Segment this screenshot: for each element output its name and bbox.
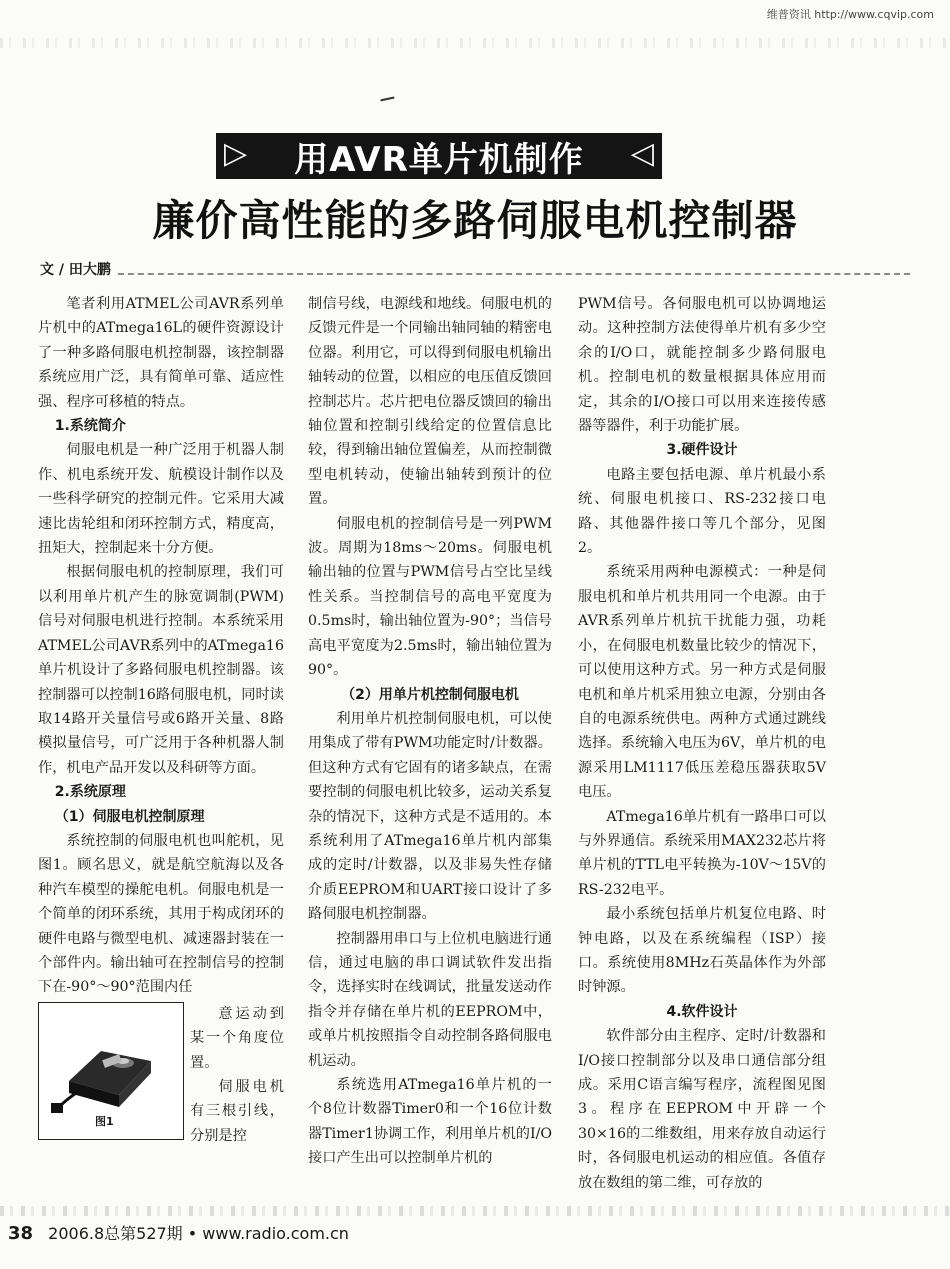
- paragraph: 制信号线，电源线和地线。伺服电机的反馈元件是一个同输出轴同轴的精密电位器。利用它，可以得到伺服电机输出轴转动的位置，以相应的电压值反馈回控制芯片。芯片把电位器反馈回的输出轴位置和控制引线给定的位置信息比较，得到输出轴位置偏差，从而控制微型电机转动，使输出轴转到预计的位置。: [308, 296, 552, 508]
- headline: 廉价高性能的多路伺服电机控制器: [152, 196, 798, 245]
- servo-motor-icon: [39, 1003, 183, 1123]
- paragraph: 意运动到某一个角度位置。: [190, 1005, 284, 1071]
- paragraph: 伺服电机的控制信号是一列PWM波。周期为18ms～20ms。伺服电机输出轴的位置与PWM信号占空比呈线性关系。当控制信号的高电平宽度为0.5ms时，输出轴位置为-90°；当信号高电平宽度为2.5ms时，输出轴位置为90°。: [308, 515, 552, 679]
- figure-1: [38, 1002, 184, 1140]
- dashed-divider: [118, 273, 910, 275]
- paragraph: 系统控制的伺服电机也叫舵机，见图1。顾名思义，就是航空航海以及各种汽车模型的操舵电机。伺服电机是一个简单的闭环系统，其用于构成闭环的硬件电路与微型电机、减速器封装在一个部件内。输出轴可在控制信号的控制下在-90°～90°范围内任: [38, 832, 284, 996]
- author-byline: 文 / 田大鹏: [40, 262, 111, 278]
- paragraph: 最小系统包括单片机复位电路、时钟电路，以及在系统编程（ISP）接口。系统使用8MHz石英晶体作为外部时钟源。: [578, 906, 826, 996]
- paragraph: 伺服电机有三根引线，分别是控: [190, 1079, 284, 1144]
- paragraph: 笔者利用ATMEL公司AVR系列单片机中的ATmega16L的硬件资源设计了一种多路伺服电机控制器，该控制器系统应用广泛，具有简单可靠、适应性强、程序可移植的特点。: [38, 296, 284, 410]
- paragraph: PWM信号。各伺服电机可以协调地运动。这种控制方法使得单片机有多少空余的I/O口，就能控制多少路伺服电机。控制电机的数量根据具体应用而定，其余的I/O接口可以用来连接传感器等器件，利于功能扩展。: [578, 296, 826, 435]
- scan-mark: [380, 93, 395, 102]
- paragraph: 系统采用两种电源模式：一种是伺服电机和单片机共用同一个电源。由于AVR系列单片机抗干扰能力强，功耗小，在伺服电机数量比较少的情况下，可以使用这种方式。另一种方式是伺服电机和单片机采用独立电源，分别由各自的电源系统供电。两种方式通过跳线选择。系统输入电压为6V，单片机的电源采用LM1117低压差稳压器获取5V电压。: [578, 564, 826, 801]
- paragraph: 电路主要包括电源、单片机最小系统、伺服电机接口、RS-232接口电路、其他器件接口等几个部分，见图2。: [578, 466, 826, 557]
- section-heading: 3.硬件设计: [666, 442, 738, 459]
- figure-wrap-text: [184, 1002, 284, 1148]
- paragraph: 控制器用串口与上位机电脑进行通信，通过电脑的串口调试软件发出指令，选择实时在线调试，批量发送动作指令并存储在单片机的EEPROM中，或单片机按照指令自动控制各路伺服电机运动。: [308, 930, 552, 1069]
- kicker-title: 用AVR单片机制作: [294, 139, 584, 180]
- watermark-url: 维普资讯 http://www.cqvip.com: [766, 8, 934, 21]
- column-2: [308, 292, 552, 1171]
- paragraph: 利用单片机控制伺服电机，可以使用集成了带有PWM功能定时/计数器。但这种方式有它固有的诸多缺点，在需要控制的伺服电机比较多，运动关系复杂的情况下，这种方式是不适用的。本系统利用了ATmega16单片机内部集成的定时/计数器，以及非易失性存储介质EEPROM和UART接口设计了多路伺服电机控制器。: [308, 710, 552, 923]
- paragraph: 软件部分由主程序、定时/计数器和I/O接口控制部分以及串口通信部分组成。采用C语言编写程序，流程图见图3。程序在EEPROM中开辟一个30×16的二维数组，用来存放自动运行时，各伺服电机运动的相应值。各值存放在数组的第二维，可存放的: [578, 1028, 826, 1191]
- page-number: 38: [8, 1223, 34, 1244]
- paragraph: 伺服电机是一种广泛用于机器人制作、机电系统开发、航模设计制作以及一些科学研究的控制元件。它采用大减速比齿轮组和闭环控制方式，精度高，扭矩大，控制起来十分方便。: [38, 442, 284, 557]
- column-3: [578, 292, 826, 1195]
- paragraph: ATmega16单片机有一路串口可以与外界通信。系统采用MAX232芯片将单片机的TTL电平转换为-10V～15V的RS-232电平。: [578, 808, 826, 898]
- issue-info: 2006.8总第527期 • www.radio.com.cn: [48, 1224, 349, 1243]
- section-heading: 2.系统原理: [54, 784, 126, 801]
- title-banner: [216, 133, 662, 179]
- column-1: [38, 292, 284, 1148]
- section-heading: 4.软件设计: [666, 1003, 738, 1020]
- scan-noise-bottom: [0, 1206, 950, 1216]
- figure-1-block: [38, 1002, 284, 1148]
- paragraph: 系统选用ATmega16单片机的一个8位计数器Timer0和一个16位计数器Timer1协调工作，利用单片机的I/O接口产生出可以控制单片机的: [308, 1077, 552, 1167]
- section-heading: 1.系统简介: [54, 418, 126, 435]
- subsection-heading: （1）伺服电机控制原理: [54, 808, 205, 825]
- subsection-heading: （2）用单片机控制伺服电机: [341, 686, 519, 703]
- right-arrow-icon: ▷: [224, 136, 248, 171]
- page-footer: [8, 1221, 349, 1244]
- scan-noise-top: [0, 38, 950, 48]
- figure-caption: 图1: [95, 1115, 114, 1129]
- paragraph: 根据伺服电机的控制原理，我们可以利用单片机产生的脉宽调制(PWM)信号对伺服电机进行控制。本系统采用ATMEL公司AVR系列中的ATmega16单片机设计了多路伺服电机控制器。该控制器可以控制16路伺服电机，同时读取14路开关量信号或6路开关量、8路模拟量信号，可广泛用于各种机器人制作，机电产品开发以及科研等方面。: [38, 564, 284, 776]
- left-arrow-icon: ◁: [630, 136, 654, 171]
